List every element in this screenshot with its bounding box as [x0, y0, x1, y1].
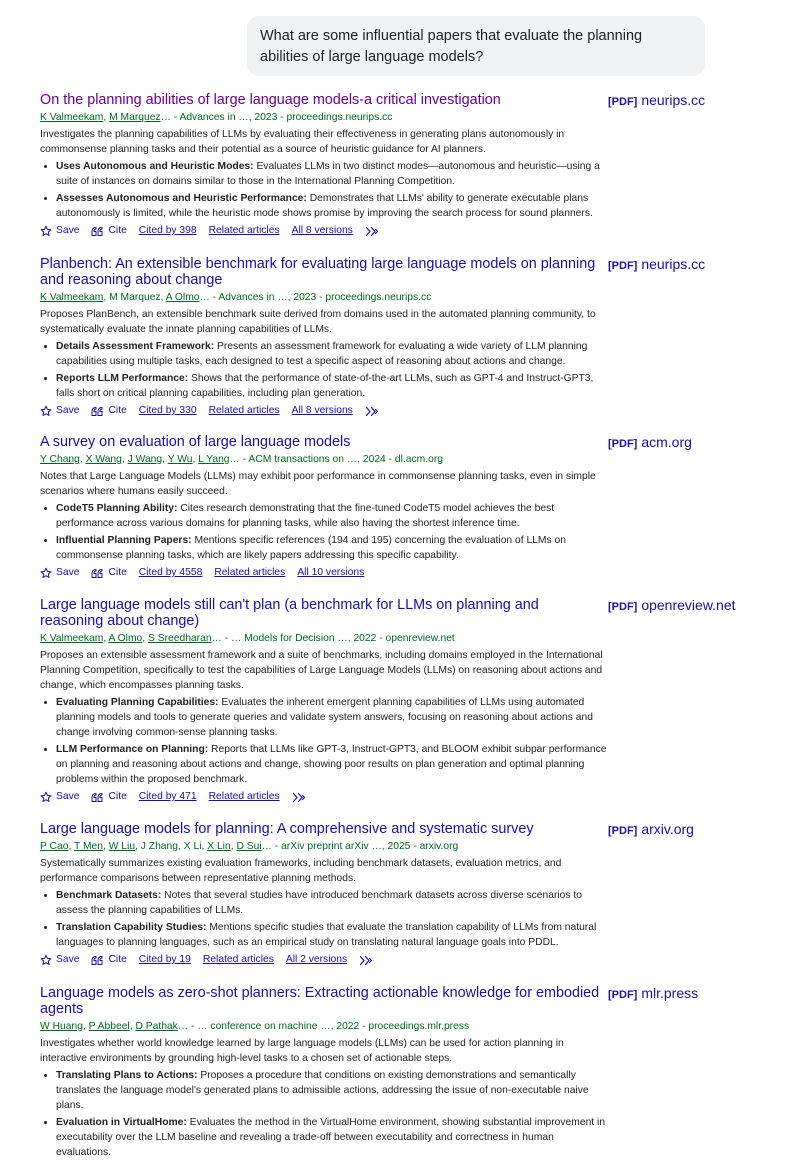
- result-authors-line: Y Chang, X Wang, J Wang, Y Wu, L Yang… - ACM transactions on …, 2024 - dl.acm.org: [40, 454, 444, 465]
- cite-label: Cite: [108, 791, 127, 802]
- author-link[interactable]: P Cao: [40, 841, 69, 852]
- result-highlights: [40, 1068, 610, 1162]
- highlight-heading: CodeT5 Planning Ability:: [56, 503, 178, 514]
- highlight-item: [56, 159, 610, 191]
- pdf-domain: arxiv.org: [641, 821, 694, 837]
- highlight-text: Cites research demonstrating that the fine-tuned CodeT5 model achieves the best performance across various domains for planning tasks, while also having the shortest inference time.: [56, 503, 555, 529]
- highlight-heading: Evaluation in VirtualHome:: [56, 1117, 187, 1128]
- result-title-link[interactable]: On the planning abilities of large language models-a critical investigation: [40, 92, 501, 108]
- related-articles-link[interactable]: Related articles: [202, 954, 274, 965]
- highlight-item: [56, 371, 610, 403]
- cite-button[interactable]: [91, 953, 126, 967]
- author-link[interactable]: S Sreedharan: [148, 633, 212, 644]
- pdf-link[interactable]: [608, 434, 692, 452]
- cited-by-link[interactable]: Cited by 19: [138, 954, 191, 965]
- publication-info: … - Advances in …, 2023 - proceedings.neurips.cc: [160, 112, 393, 123]
- pdf-domain: acm.org: [641, 434, 692, 450]
- highlight-heading: Translation Capability Studies:: [56, 922, 207, 933]
- highlight-item: [56, 191, 610, 223]
- user-query-bubble: [247, 16, 705, 76]
- author-link[interactable]: K Valmeekam: [40, 292, 104, 303]
- cited-by-link[interactable]: Cited by 4558: [138, 567, 203, 578]
- related-articles-link[interactable]: Related articles: [208, 405, 280, 416]
- result-title-link[interactable]: Large language models for planning: A comprehensive and systematic survey: [40, 821, 534, 837]
- pdf-link[interactable]: [608, 821, 694, 839]
- result-highlights: [40, 501, 610, 565]
- save-button[interactable]: [40, 224, 79, 238]
- cited-by-link[interactable]: Cited by 330: [138, 405, 197, 416]
- save-button[interactable]: [40, 404, 79, 418]
- result-actions: [40, 404, 620, 418]
- star-icon: [40, 567, 56, 579]
- save-label: Save: [56, 791, 80, 802]
- highlight-heading: Translating Plans to Actions:: [56, 1070, 198, 1081]
- cite-button[interactable]: [91, 790, 126, 804]
- result-highlights: [40, 695, 610, 789]
- cite-button[interactable]: [91, 224, 126, 238]
- all-versions-link[interactable]: All 2 versions: [285, 954, 348, 965]
- save-button[interactable]: [40, 790, 79, 804]
- result-item: [40, 821, 694, 967]
- highlight-heading: Benchmark Datasets:: [56, 890, 162, 901]
- author-name: M Marquez: [109, 292, 161, 303]
- result-authors-line: P Cao, T Men, W Liu, J Zhang, X Li, X Lin, D Sui… - arXiv preprint arXiv …, 2025 - arxiv.org: [40, 841, 459, 852]
- highlight-item: [56, 1068, 610, 1115]
- result-highlights: [40, 159, 610, 223]
- author-name: X Li: [183, 841, 202, 852]
- result-authors-line: K Valmeekam, M Marquez… - Advances in …, 2023 - proceedings.neurips.cc: [40, 112, 393, 123]
- author-link[interactable]: L Yang: [198, 454, 230, 465]
- quote-icon: [91, 568, 108, 579]
- result-title-link[interactable]: Language models as zero-shot planners: Extracting actionable knowledge for embodied agents: [40, 985, 600, 1017]
- cite-label: Cite: [108, 954, 127, 965]
- highlight-item: [56, 1115, 610, 1162]
- highlight-item: [56, 695, 610, 742]
- author-link[interactable]: A Olmo: [165, 292, 200, 303]
- author-link[interactable]: A Olmo: [108, 633, 143, 644]
- result-title-link[interactable]: Large language models still can't plan (a benchmark for LLMs on planning and reasoning about change): [40, 597, 539, 629]
- star-icon: [40, 405, 56, 417]
- publication-info: … - … conference on machine …, 2022 - proceedings.mlr.press: [177, 1021, 470, 1032]
- result-actions: [40, 790, 620, 804]
- highlight-text: Shows that the performance of state-of-the-art LLMs, such as GPT-4 and Instruct-GPT3, falls short on critical planning capabilities, including plan generation.: [56, 373, 594, 399]
- pdf-domain: openreview.net: [641, 597, 736, 613]
- pdf-link[interactable]: [608, 256, 705, 274]
- highlight-item: [56, 339, 610, 371]
- author-link[interactable]: D Sui: [236, 841, 262, 852]
- highlight-heading: Assesses Autonomous and Heuristic Performance:: [56, 193, 307, 204]
- result-item: [40, 985, 699, 1162]
- all-versions-link[interactable]: All 10 versions: [297, 567, 365, 578]
- cite-label: Cite: [108, 405, 127, 416]
- result-summary: Systematically summarizes existing evaluation frameworks, including benchmark datasets, evaluation metrics, and performance comparisons between representative planning methods.: [40, 858, 562, 884]
- highlight-text: Evaluates the inherent emergent planning capabilities of LLMs using automated planning models and tools to generate queries and validate system answers, focusing on reasoning about actions and change involving common-sense planning tasks.: [56, 697, 593, 738]
- result-item: [40, 434, 692, 580]
- more-options-icon[interactable]: [365, 226, 383, 237]
- publication-info: … - arXiv preprint arXiv …, 2025 - arxiv.org: [261, 841, 459, 852]
- author-link[interactable]: Y Chang: [40, 454, 80, 465]
- save-label: Save: [56, 954, 80, 965]
- pdf-domain: mlr.press: [641, 985, 699, 1001]
- pdf-tag: [PDF]: [608, 260, 638, 272]
- author-link[interactable]: W Liu: [108, 841, 136, 852]
- more-options-icon[interactable]: [292, 792, 310, 803]
- highlight-text: Notes that several studies have introduced benchmark datasets across diverse scenarios to assess the planning capabilities of LLMs.: [56, 890, 582, 916]
- highlight-text: Reports that LLMs like GPT-3, Instruct-GPT3, and BLOOM exhibit subpar performance on planning and reasoning about actions and change, showing poor results on plan generation and optimal planning problems within the proposed benchmark.: [56, 744, 607, 785]
- highlight-heading: Details Assessment Framework:: [56, 341, 215, 352]
- result-item: [40, 92, 706, 238]
- quote-icon: [91, 226, 108, 237]
- highlight-item: [56, 501, 610, 533]
- result-actions: [40, 566, 620, 580]
- more-options-icon[interactable]: [365, 406, 383, 417]
- result-highlights: [40, 339, 610, 403]
- author-link[interactable]: T Men: [73, 841, 103, 852]
- result-title-link[interactable]: Planbench: An extensible benchmark for evaluating large language models on planning and reasoning about change: [40, 256, 596, 288]
- cited-by-link[interactable]: Cited by 398: [138, 225, 197, 236]
- publication-info: … - Advances in …, 2023 - proceedings.neurips.cc: [199, 292, 432, 303]
- pdf-tag: [PDF]: [608, 438, 638, 450]
- author-link[interactable]: M Marquez: [109, 112, 161, 123]
- author-link[interactable]: X Lin: [207, 841, 231, 852]
- highlight-heading: Influential Planning Papers:: [56, 535, 192, 546]
- pdf-domain: neurips.cc: [641, 92, 706, 108]
- result-authors-line: K Valmeekam, M Marquez, A Olmo… - Advances in …, 2023 - proceedings.neurips.cc: [40, 292, 432, 303]
- cite-label: Cite: [108, 567, 127, 578]
- author-link[interactable]: K Valmeekam: [40, 633, 104, 644]
- save-label: Save: [56, 225, 80, 236]
- highlight-item: [56, 742, 610, 789]
- result-title-link[interactable]: A survey on evaluation of large language models: [40, 434, 351, 450]
- publication-info: … - … Models for Decision …, 2022 - openreview.net: [211, 633, 455, 644]
- quote-icon: [91, 955, 108, 966]
- pdf-tag: [PDF]: [608, 825, 638, 837]
- more-options-icon[interactable]: [359, 955, 377, 966]
- save-button[interactable]: [40, 566, 79, 580]
- highlight-heading: Reports LLM Performance:: [56, 373, 189, 384]
- result-authors-line: W Huang, P Abbeel, D Pathak… - … conference on machine …, 2022 - proceedings.mlr.press: [40, 1021, 470, 1032]
- pdf-tag: [PDF]: [608, 601, 638, 613]
- star-icon: [40, 954, 56, 966]
- cited-by-link[interactable]: Cited by 471: [138, 791, 197, 802]
- highlight-text: Mentions specific studies that evaluate the translation capability of LLMs from natural languages to planning languages, such as an empirical study on translating natural language goals into PDDL.: [56, 922, 597, 948]
- highlight-text: Presents an assessment framework for evaluating a wide variety of LLM planning capabilities using multiple tasks, each designed to test a specific aspect of reasoning about actions and change.: [56, 341, 588, 367]
- highlight-heading: Uses Autonomous and Heuristic Modes:: [56, 161, 254, 172]
- result-actions: [40, 224, 620, 238]
- pdf-tag: [PDF]: [608, 989, 638, 1001]
- author-link[interactable]: W Huang: [40, 1021, 83, 1032]
- author-link[interactable]: J Wang: [127, 454, 163, 465]
- cite-button[interactable]: [91, 566, 126, 580]
- quote-icon: [91, 406, 108, 417]
- highlight-item: [56, 888, 610, 920]
- author-link[interactable]: X Wang: [85, 454, 122, 465]
- author-link[interactable]: Y Wu: [167, 454, 193, 465]
- related-articles-link[interactable]: Related articles: [208, 225, 280, 236]
- highlight-item: [56, 920, 610, 952]
- author-link[interactable]: K Valmeekam: [40, 112, 104, 123]
- highlight-text: Proposes a procedure that conditions on existing demonstrations and semantically translates the language model's generated plans to admissible actions, addressing the issue of non-executable naive plans.: [56, 1070, 589, 1111]
- result-summary: Investigates whether world knowledge learned by large language models (LLMs) can be used for action planning in interactive environments by grounding high-level tasks to a chosen set of actionable steps.: [40, 1038, 564, 1064]
- highlight-item: [56, 533, 610, 565]
- cite-label: Cite: [108, 225, 127, 236]
- author-link[interactable]: D Pathak: [135, 1021, 178, 1032]
- pdf-link[interactable]: [608, 985, 698, 1003]
- highlight-text: Mentions specific references (194 and 195) concerning the evaluation of LLMs on commonsense planning tasks, which are likely papers addressing this specific capability.: [56, 535, 566, 561]
- save-label: Save: [56, 405, 80, 416]
- result-summary: Proposes an extensible assessment framework and a suite of benchmarks, including domains employed in the International Planning Competition, specifically to test the capabilities of Large Language Models (LLMs) on reasoning about actions and change, which encompasses planning tasks.: [40, 650, 603, 691]
- pdf-link[interactable]: [608, 92, 705, 110]
- star-icon: [40, 791, 56, 803]
- pdf-domain: neurips.cc: [641, 256, 706, 272]
- result-authors-line: K Valmeekam, A Olmo, S Sreedharan… - … Models for Decision …, 2022 - openreview.net: [40, 633, 455, 644]
- pdf-tag: [PDF]: [608, 96, 638, 108]
- author-name: J Zhang: [140, 841, 178, 852]
- highlight-text: Evaluates the method in the VirtualHome environment, showing substantial improvement in executability over the LLM baseline and revealing a trade-off between executability and correctness in human evaluations.: [56, 1117, 606, 1158]
- result-item: [40, 597, 736, 804]
- highlight-heading: LLM Performance on Planning:: [56, 744, 209, 755]
- result-summary: Proposes PlanBench, an extensible benchmark suite derived from domains used in the automated planning community, to systematically evaluate the innate planning capabilities of LLMs.: [40, 309, 596, 335]
- result-item: [40, 256, 706, 418]
- highlight-text: Evaluates LLMs in two distinct modes—autonomous and heuristic—using a suite of instances on domains similar to those in the International Planning Competition.: [56, 161, 600, 187]
- related-articles-link[interactable]: Related articles: [208, 791, 280, 802]
- all-versions-link[interactable]: All 8 versions: [291, 225, 353, 236]
- publication-info: … - ACM transactions on …, 2024 - dl.acm.org: [229, 454, 444, 465]
- quote-icon: [91, 792, 108, 803]
- star-icon: [40, 225, 56, 237]
- user-query-text: What are some influential papers that evaluate the planning abilities of large language models?: [260, 28, 643, 65]
- author-link[interactable]: P Abbeel: [88, 1021, 130, 1032]
- cite-button[interactable]: [91, 404, 126, 418]
- result-actions: [40, 953, 620, 967]
- pdf-link[interactable]: [608, 597, 736, 615]
- save-label: Save: [56, 567, 80, 578]
- all-versions-link[interactable]: All 8 versions: [291, 405, 353, 416]
- highlight-text: Demonstrates that LLMs' ability to generate executable plans autonomously is limited, while the heuristic mode shows promise by improving the search process for sound planners.: [56, 193, 593, 219]
- result-summary: Investigates the planning capabilities of LLMs by evaluating their effectiveness in generating plans autonomously in commonsense planning tasks and their potential as a source of heuristic guidance for AI planners.: [40, 129, 565, 155]
- result-summary: Notes that Large Language Models (LLMs) may exhibit poor performance in commonsense planning tasks, even in simple scenarios where humans easily succeed.: [40, 471, 596, 497]
- highlight-heading: Evaluating Planning Capabilities:: [56, 697, 219, 708]
- save-button[interactable]: [40, 953, 79, 967]
- result-highlights: [40, 888, 610, 952]
- related-articles-link[interactable]: Related articles: [214, 567, 286, 578]
